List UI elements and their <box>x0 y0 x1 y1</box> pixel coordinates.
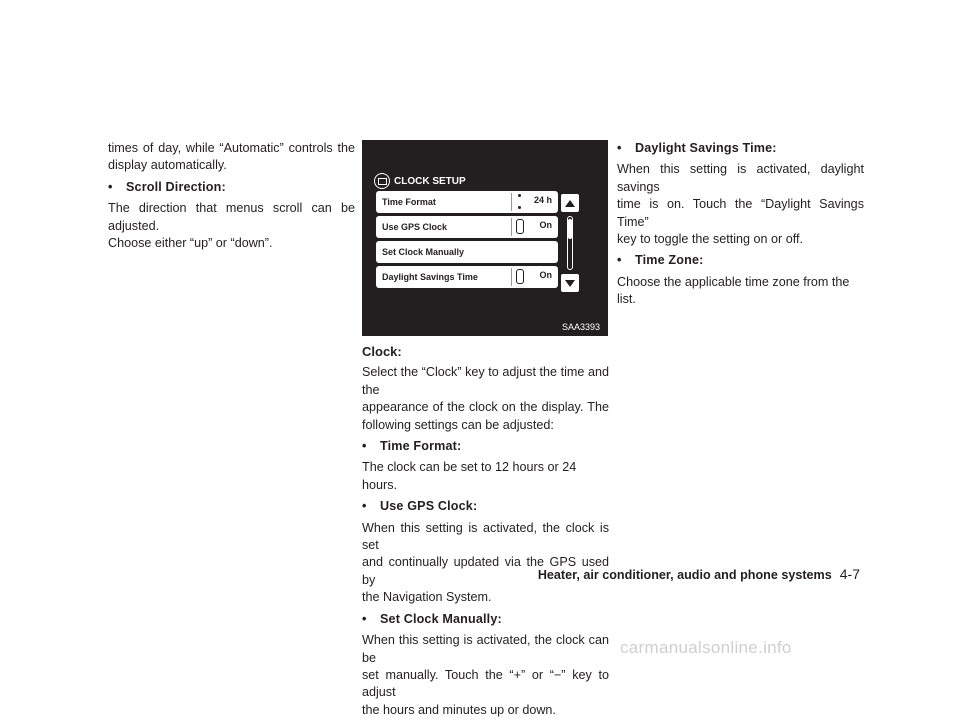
column-left <box>108 140 355 256</box>
heading-time-zone: • Time Zone: <box>617 253 704 268</box>
clock-text-line2: appearance of the clock on the display. The <box>362 400 609 415</box>
page-footer <box>530 566 860 582</box>
column-middle <box>362 343 609 723</box>
scrollbar <box>561 194 579 292</box>
row-set-clock-manually: Set Clock Manually <box>376 241 558 263</box>
dst-text-line1: When this setting is activated, daylight savings <box>617 162 864 194</box>
scroll-track <box>567 216 573 270</box>
dst-text-line3: key to toggle the setting on or off. <box>617 232 803 247</box>
clock-setup-figure <box>362 140 608 336</box>
scroll-up-icon <box>561 194 579 212</box>
gps-text-line2: and continually updated via the GPS used by <box>362 555 609 587</box>
indicator-icon <box>516 219 524 234</box>
menu-icon <box>374 173 390 189</box>
manual-text-line1: When this setting is activated, the clock can be <box>362 633 609 665</box>
paragraph-intro: times of day, while “Automatic” controls the <box>108 141 355 155</box>
heading-use-gps-clock: • Use GPS Clock: <box>362 499 478 514</box>
row-daylight-savings: Daylight Savings Time On <box>376 266 558 288</box>
gps-clock-value: On <box>539 220 552 230</box>
section-title: Heater, air conditioner, audio and phone systems <box>537 568 832 582</box>
paragraph-intro-end: display automatically. <box>108 158 227 173</box>
heading-daylight-savings: • Daylight Savings Time: <box>617 141 777 155</box>
time-format-text: The clock can be set to 12 hours or 24 hours. <box>362 460 577 492</box>
heading-scroll-direction: • Scroll Direction: <box>108 179 355 196</box>
time-format-value: 24 h <box>533 195 552 205</box>
column-right <box>617 140 864 313</box>
dst-text-line2: time is on. Touch the “Daylight Savings Time” <box>617 197 864 229</box>
heading-set-clock-manually: • Set Clock Manually: <box>362 611 502 626</box>
clock-text-line3: following settings can be adjusted: <box>362 417 554 432</box>
heading-time-format: • Time Format: <box>362 439 462 454</box>
indicator-icon <box>516 269 524 284</box>
time-zone-text: Choose the applicable time zone from the list. <box>617 274 850 307</box>
manual-text-line3: the hours and minutes up or down. <box>362 702 556 717</box>
scroll-down-icon <box>561 274 579 292</box>
figure-title: CLOCK SETUP <box>374 173 466 189</box>
row-time-format: Time Format 24 h <box>376 191 558 213</box>
watermark: carmanualsonline.info <box>620 638 792 657</box>
settings-list <box>376 191 558 291</box>
daylight-savings-value: On <box>539 270 552 280</box>
figure-code: SAA3393 <box>561 322 600 332</box>
scroll-text-line2: Choose either “up” or “down”. <box>108 236 273 251</box>
gps-text-line3: the Navigation System. <box>362 590 492 605</box>
toggle-dots-icon <box>514 194 524 209</box>
bullet: • <box>108 179 113 194</box>
page-number: 4-7 <box>839 566 860 582</box>
row-use-gps-clock: Use GPS Clock On <box>376 216 558 238</box>
heading-clock: Clock: <box>362 344 402 359</box>
scroll-text-line1: The direction that menus scroll can be adjusted. <box>108 201 355 233</box>
manual-text-line2: set manually. Touch the “+” or “−” key to adjust <box>362 667 609 700</box>
clock-text-line1: Select the “Clock” key to adjust the time and the <box>362 365 609 397</box>
gps-text-line1: When this setting is activated, the clock is set <box>362 520 609 553</box>
